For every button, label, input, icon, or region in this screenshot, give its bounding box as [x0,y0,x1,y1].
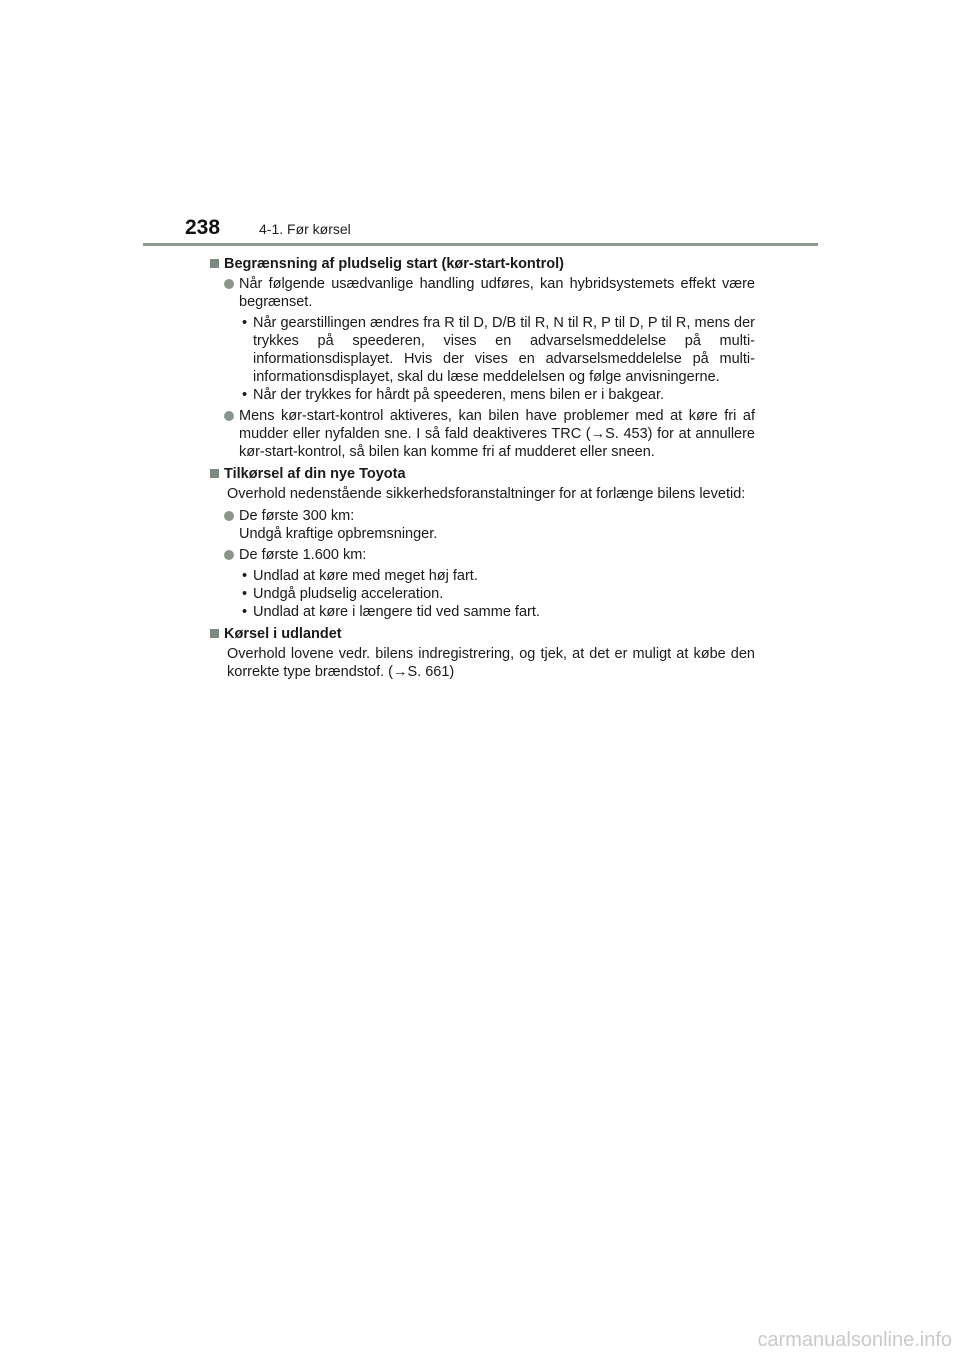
list-item-text: De første 1.600 km: [239,547,367,563]
section-heading [210,625,755,643]
page-content [210,255,755,685]
bullet-list [210,567,755,621]
list-item-text [239,275,755,311]
bullet-item [242,314,755,386]
header-rule [143,243,818,246]
list-item-body: Når følgende usædvanlige handling udføres, kan hybridsystemets effekt være begrænset. [239,276,755,310]
bullet-item [242,567,755,585]
list-item [210,546,755,564]
bullet-dot-icon: • [242,315,248,331]
bullet-dot-icon: • [242,568,248,584]
list-item-text [239,507,755,543]
section-heading [210,255,755,273]
bullet-list [210,314,755,404]
list-item-text: Mens kør-start-kontrol aktiveres, kan bilen have problemer med at køre fri af mudder eller nyfalden sne. I så fald deaktiveres TRC (→S. 453) for at annullere kør-start-kontrol, så bilen kan komme fri af mudderet eller sneen. [239,408,755,460]
section-driving-abroad [210,625,755,681]
bullet-text: Når gearstillingen ændres fra R til D, D/B til R, N til R, P til D, P til R, mens der trykkes på speederen, vises en advarselsmeddelelse på multi-informationsdisplayet. Hvis der vises en advarselsmeddelelse på multi-informationsdisplayet, skal du læse meddelelsen og følge anvisningerne. [253,315,755,385]
square-bullet-icon [210,469,219,478]
square-bullet-icon [210,259,219,268]
bullet-text: Undlad at køre i længere tid ved samme fart. [253,604,540,620]
circle-bullet-icon [224,411,234,421]
bullet-dot-icon: • [242,604,248,620]
bullet-text: Undgå pludselig acceleration. [253,586,444,602]
list-item [210,275,755,311]
list-item-subtext: Undgå kraftige opbremsninger. [239,526,438,542]
bullet-dot-icon: • [242,387,248,403]
square-bullet-icon [210,629,219,638]
bullet-item [242,585,755,603]
section-heading-text: Tilkørsel af din nye Toyota [224,466,406,482]
bullet-dot-icon: • [242,586,248,602]
list-item [210,407,755,461]
bullet-text: Når der trykkes for hårdt på speederen, mens bilen er i bakgear. [253,387,665,403]
bullet-text: Undlad at køre med meget høj fart. [253,568,478,584]
bullet-item [242,603,755,621]
circle-bullet-icon [224,279,234,289]
watermark-link[interactable]: carmanualsonline.info [757,1329,952,1351]
section-intro: Overhold nedenstående sikkerhedsforanstaltninger for at forlænge bilens levetid: [227,486,746,502]
list-item [210,507,755,543]
page-number: 238 [185,216,221,239]
section-heading-text: Kørsel i udlandet [224,626,342,642]
circle-bullet-icon [224,511,234,521]
section-intro: Overhold lovene vedr. bilens indregistrering, og tjek, at det er muligt at købe den korrekte type brændstof. (→S. 661) [227,646,755,680]
list-item-title: De første 300 km: [239,508,355,524]
circle-bullet-icon [224,550,234,560]
section-break-in [210,465,755,621]
section-heading [210,465,755,483]
section-heading-text: Begrænsning af pludselig start (kør-start-kontrol) [224,256,564,272]
bullet-item [242,386,755,404]
chapter-title: 4-1. Før kørsel [259,221,351,237]
section-sudden-start [210,255,755,461]
